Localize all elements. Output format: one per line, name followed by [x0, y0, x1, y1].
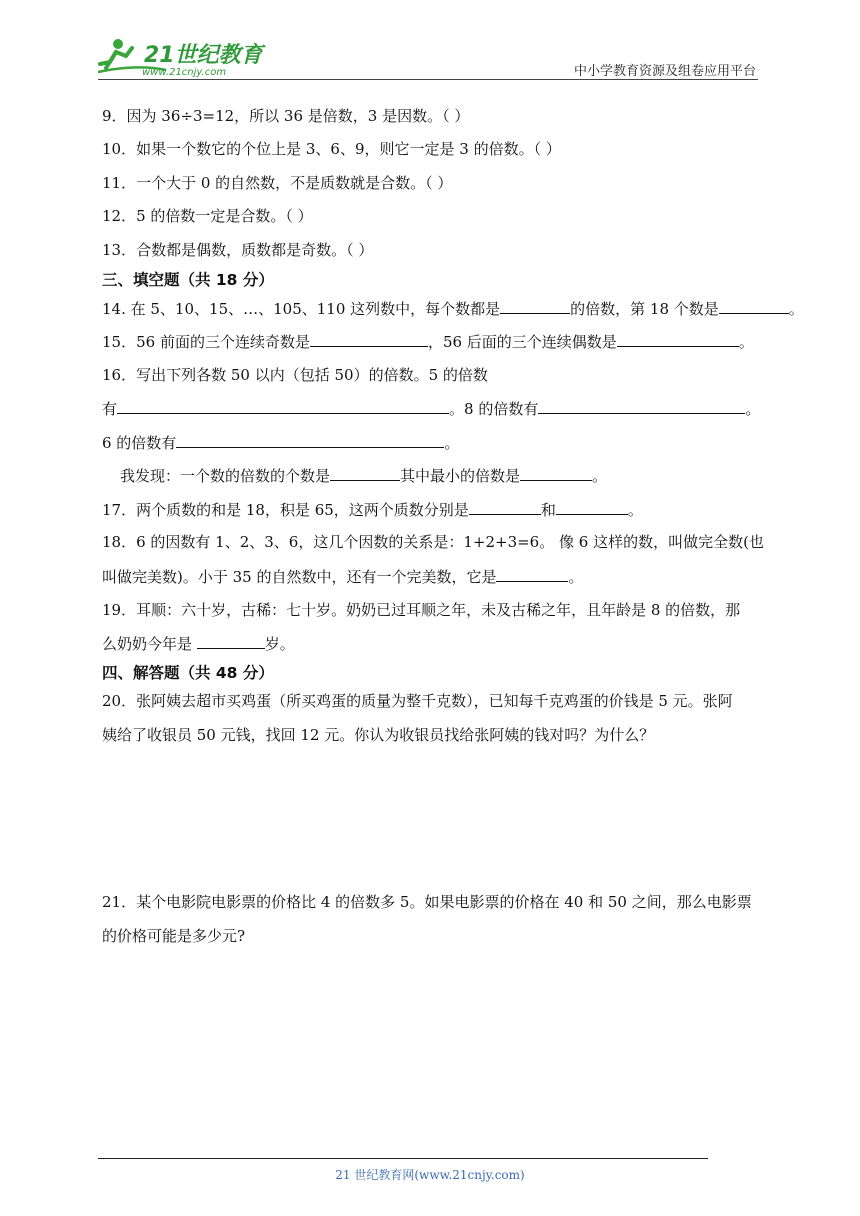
footer-divider: [98, 1158, 708, 1159]
question-13: 13．合数都是偶数，质数都是奇数。（ ）: [102, 241, 374, 259]
q19-blank[interactable]: [197, 633, 265, 649]
q16-blank-6[interactable]: [176, 432, 444, 448]
question-14: [102, 298, 804, 319]
question-11: 11．一个大于 0 的自然数，不是质数就是合数。（ ）: [102, 174, 453, 192]
question-15: [102, 331, 754, 352]
section-solve-heading: 四、解答题（共 48 分）: [102, 664, 274, 682]
site-logo: [96, 34, 266, 78]
q16-blank-5[interactable]: [117, 398, 449, 414]
q16-blank-8[interactable]: [538, 398, 745, 414]
q16-text-d: 6 的倍数有: [102, 434, 177, 452]
q16-text-b: 。8 的倍数有: [449, 400, 539, 418]
q18-blank[interactable]: [496, 566, 568, 582]
q16-text-c: 。: [745, 400, 761, 418]
q17-blank-2[interactable]: [556, 499, 628, 515]
q14-blank-2[interactable]: [719, 298, 789, 314]
q18-text-a: 叫做完美数)。小于 35 的自然数中，还有一个完美数，它是: [102, 568, 497, 586]
q17-blank-1[interactable]: [469, 499, 541, 515]
logo-url: www.21cnjy.com: [142, 67, 227, 78]
question-19-line-2: [102, 633, 295, 654]
question-10: 10．如果一个数它的个位上是 3、6、9，则它一定是 3 的倍数。（ ）: [102, 140, 561, 158]
q15-blank-2[interactable]: [617, 331, 739, 347]
q18-text-b: 。: [568, 568, 584, 586]
q15-blank-1[interactable]: [310, 331, 428, 347]
question-16-line-4: [120, 465, 607, 486]
q15-text-c: 。: [738, 333, 754, 351]
q14-text-a: 14. 在 5、10、15、…、105、110 这列数中，每个数都是: [102, 300, 501, 318]
q16-text-f: 我发现：一个数的倍数的个数是: [120, 467, 331, 485]
question-18-line-1: 18．6 的因数有 1、2、3、6，这几个因数的关系是：1+2+3=6。 像 6 这样的数，叫做完全数(也: [102, 533, 764, 551]
question-21-line-1: 21．某个电影院电影票的价格比 4 的倍数多 5。如果电影票的价格在 40 和 50 之间，那么电影票: [102, 893, 752, 911]
section-fill-in-heading: 三、填空题（共 18 分）: [102, 271, 274, 289]
question-19-line-1: 19．耳顺：六十岁，古稀：七十岁。奶奶已过耳顺之年，未及古稀之年，且年龄是 8 的倍数，那: [102, 601, 741, 619]
question-16-line-3: [102, 432, 459, 453]
q17-text-c: 。: [627, 501, 643, 519]
q15-text-b: ，56 后面的三个连续偶数是: [427, 333, 617, 351]
q16-text-a: 有: [102, 400, 118, 418]
q14-blank-1[interactable]: [500, 298, 570, 314]
q14-text-c: 。: [788, 300, 804, 318]
question-20-line-2: 姨给了收银员 50 元钱，找回 12 元。你认为收银员找给张阿姨的钱对吗？为什么？: [102, 726, 655, 744]
question-18-line-2: [102, 566, 584, 587]
q16-blank-min[interactable]: [520, 465, 592, 481]
footer-text: 21 世纪教育网(www.21cnjy.com): [335, 1168, 525, 1182]
question-16-line-1: 16．写出下列各数 50 以内（包括 50）的倍数。5 的倍数: [102, 366, 488, 384]
question-9: 9．因为 36÷3=12，所以 36 是倍数，3 是因数。（ ）: [102, 107, 470, 125]
question-20-line-1: 20．张阿姨去超市买鸡蛋（所买鸡蛋的质量为整千克数），已知每千克鸡蛋的价钱是 5 元。张阿: [102, 692, 733, 710]
question-21-line-2: 的价格可能是多少元?: [102, 927, 246, 945]
q16-text-g: 其中最小的倍数是: [400, 467, 521, 485]
question-16-line-2: [102, 398, 760, 419]
platform-title: 中小学教育资源及组卷应用平台: [573, 64, 756, 79]
q17-text-a: 17．两个质数的和是 18，积是 65，这两个质数分别是: [102, 501, 469, 519]
question-12: 12．5 的倍数一定是合数。（ ）: [102, 207, 313, 225]
q16-text-e: 。: [444, 434, 460, 452]
question-17: [102, 499, 643, 520]
q17-text-b: 和: [540, 501, 556, 519]
header-divider: [98, 79, 758, 80]
q14-text-b: 的倍数，第 18 个数是: [570, 300, 719, 318]
q19-text-b: 岁。: [264, 635, 295, 653]
q16-text-h: 。: [592, 467, 608, 485]
logo-text: 21世纪教育: [144, 43, 263, 68]
q15-text-a: 15．56 前面的三个连续奇数是: [102, 333, 310, 351]
q16-blank-count[interactable]: [330, 465, 400, 481]
q19-text-a: 么奶奶今年是: [102, 635, 197, 653]
